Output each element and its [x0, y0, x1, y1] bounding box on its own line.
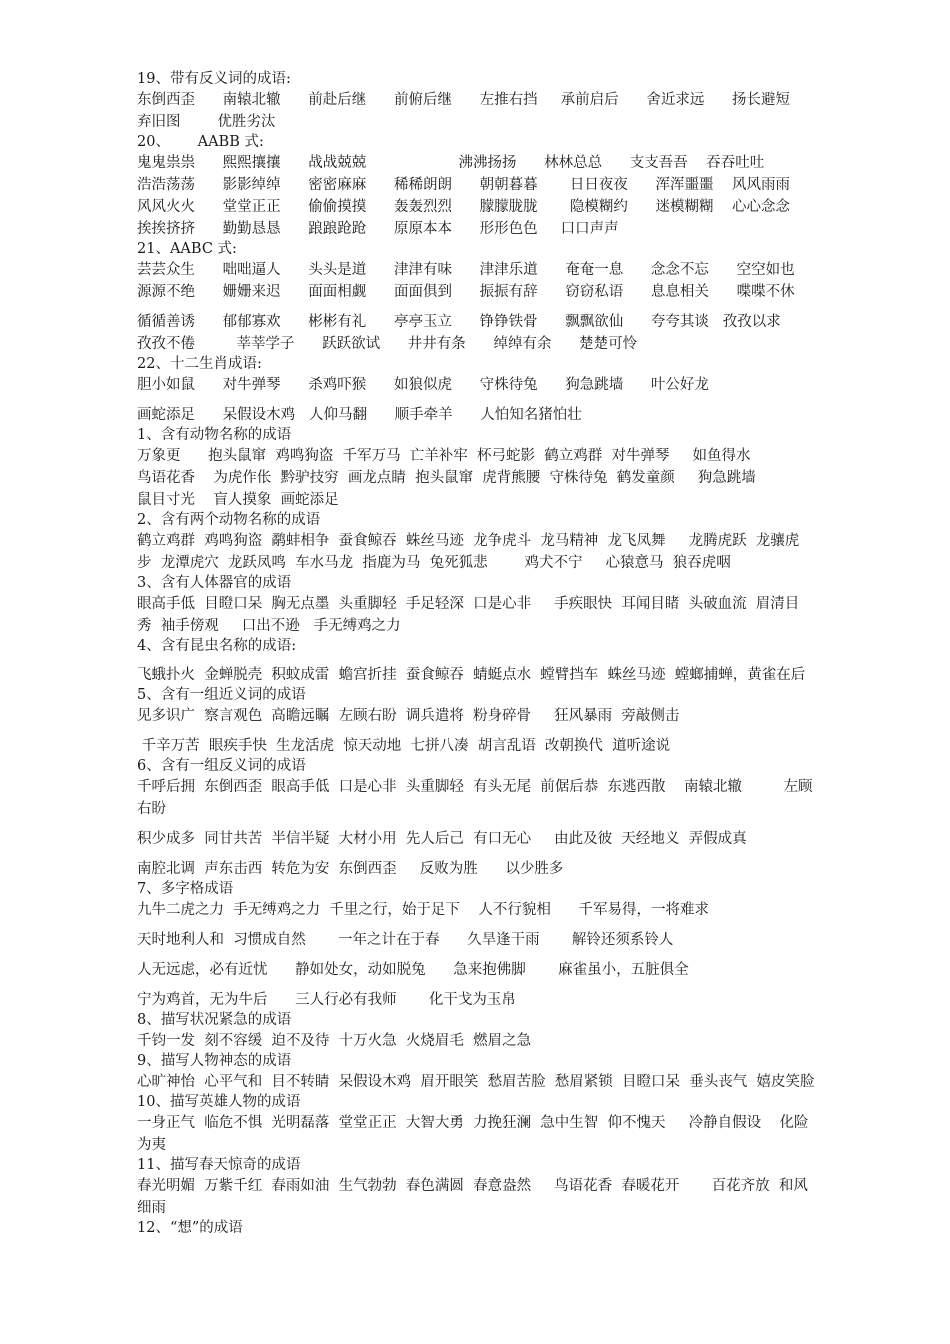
idiom-row: 鹤立鸡群 鸡鸣狗盗 鹬蚌相争 蚕食鲸吞 蛛丝马迹 龙争虎斗 龙马精神 龙飞凤舞 龙腾虎跃 龙骧虎 [137, 533, 800, 549]
section-heading: 21、AABC 式: [137, 241, 237, 257]
section-heading: 12、“想”的成语 [137, 1220, 243, 1236]
line-gap [137, 820, 907, 828]
section-heading: 22、十二生肖成语: [137, 356, 262, 372]
idiom-row: 心旷神怡 心平气和 目不转睛 呆假设木鸡 眉开眼笑 愁眉苦脸 愁眉紧锁 目瞪口呆 垂头丧气 嬉皮笑脸 [137, 1074, 815, 1090]
idiom-row: 细雨 [137, 1200, 166, 1216]
idiom-row: 鸟语花香 为虎作伥 黔驴技穷 画龙点睛 抱头鼠窜 虎背熊腰 守株待兔 鹤发童颜 狗急跳墙 [137, 470, 756, 486]
idiom-row: 万象更 抱头鼠窜 鸡鸣狗盗 千军万马 亡羊补牢 杯弓蛇影 鹤立鸡群 对牛弹琴 如鱼得水 [137, 448, 751, 464]
idiom-row: 胆小如鼠 对牛弹琴 杀鸡吓猴 如狼似虎 守株待兔 狗急跳墙 叶公好龙 [137, 377, 709, 393]
idiom-row: 孜孜不倦 莘莘学子 跃跃欲试 井井有条 绰绰有余 楚楚可怜 [137, 336, 638, 352]
section-heading: 8、描写状况紧急的成语 [137, 1012, 292, 1028]
section-heading: 20、 AABB 式: [137, 134, 264, 150]
idiom-row: 浩浩荡荡 影影绰绰 密密麻麻 稀稀朗朗 朝朝暮暮 日日夜夜 浑浑噩噩 风风雨雨 [137, 177, 790, 193]
idiom-row: 右盼 [137, 801, 166, 817]
idiom-row: 步 龙潭虎穴 龙跃凤鸣 车水马龙 指鹿为马 兔死狐悲 鸡犬不宁 心猿意马 狼吞虎咽 [137, 555, 731, 571]
idiom-row: 源源不绝 姗姗来迟 面面相觑 面面俱到 振振有辞 窃窃私语 息息相关 喋喋不休 [137, 284, 795, 300]
idiom-row: 九牛二虎之力 手无缚鸡之力 千里之行，始于足下 人不行貌相 千军易得，一将难求 [137, 902, 710, 918]
idiom-row: 千辛万苦 眼疾手快 生龙活虎 惊天动地 七拼八凑 胡言乱语 改朝换代 道听途说 [137, 738, 671, 754]
section-heading: 3、含有人体器官的成语 [137, 575, 292, 591]
idiom-row: 见多识广 察言观色 高瞻远瞩 左顾右盼 调兵遣将 粉身碎骨 狂风暴雨 旁敲侧击 [137, 708, 680, 724]
line-gap [137, 303, 907, 311]
idiom-row: 为夷 [137, 1137, 166, 1153]
idiom-row: 飞蛾扑火 金蝉脱壳 积蚊成雷 蟾宫折挂 蚕食鲸吞 蜻蜓点水 螳臂挡车 蛛丝马迹 螳螂捕蝉，黄雀在后 [137, 667, 806, 683]
section-heading: 1、含有动物名称的成语 [137, 427, 292, 443]
line-gap [137, 981, 907, 989]
idiom-row: 春光明媚 万紫千红 春雨如油 生气勃勃 春色满圆 春意盎然 鸟语花香 春暖花开 百花齐放 和风 [137, 1178, 808, 1194]
idiom-row: 人无远虑，必有近忧 静如处女，动如脱兔 急来抱佛脚 麻雀虽小，五脏俱全 [137, 962, 689, 978]
idiom-row: 眼高手低 目瞪口呆 胸无点墨 头重脚轻 手足轻深 口是心非 手疾眼快 耳闻目睹 头破血流 眉清目 [137, 596, 800, 612]
idiom-row: 循循善诱 郁郁寡欢 彬彬有礼 亭亭玉立 铮铮铁骨 飘飘欲仙 夸夸其谈 孜孜以求 [137, 314, 781, 330]
line-gap [137, 656, 907, 664]
line-gap [137, 850, 907, 858]
idiom-row: 弃旧图 优胜劣汰 [137, 114, 276, 130]
section-heading: 19、带有反义词的成语: [137, 71, 291, 87]
section-heading: 4、含有昆虫名称的成语: [137, 638, 297, 654]
section-heading: 6、含有一组反义词的成语 [137, 758, 306, 774]
idiom-row: 东倒西歪 南辕北辙 前赴后继 前俯后继 左推右挡 承前启后 舍近求远 扬长避短 [137, 92, 790, 108]
line-gap [137, 396, 907, 404]
idiom-row: 鬼鬼祟祟 熙熙攘攘 战战兢兢 沸沸扬扬 林林总总 支支吾吾 吞吞吐吐 [137, 155, 765, 171]
idiom-row: 千呼后拥 东倒西歪 眼高手低 口是心非 头重脚轻 有头无尾 前倨后恭 东逃西散 南辕北辙 左顾 [137, 779, 813, 795]
line-gap [137, 727, 907, 735]
section-heading: 7、多字格成语 [137, 881, 234, 897]
section-heading: 9、描写人物神态的成语 [137, 1053, 292, 1069]
idiom-row: 画蛇添足 呆假设木鸡 人仰马翻 顺手牵羊 人怕知名猪怕壮 [137, 407, 582, 423]
idiom-row: 天时地利人和 习惯成自然 一年之计在于春 久旱逢干雨 解铃还须系铃人 [137, 932, 674, 948]
idiom-row: 风风火火 堂堂正正 偷偷摸摸 轰轰烈烈 朦朦胧胧 隐模糊约 迷模糊糊 心心念念 [137, 199, 790, 215]
idiom-row: 南腔北调 声东击西 转危为安 东倒西歪 反败为胜 以少胜多 [137, 861, 564, 877]
idiom-row: 千钧一发 刻不容缓 迫不及待 十万火急 火烧眉毛 燃眉之急 [137, 1033, 532, 1049]
line-gap [137, 951, 907, 959]
idiom-row: 宁为鸡首，无为牛后 三人行必有我师 化干戈为玉帛 [137, 992, 516, 1008]
section-heading: 11、描写春天惊奇的成语 [137, 1157, 301, 1173]
idiom-row: 挨挨挤挤 勤勤恳恳 踉踉跄跄 原原本本 形形色色 口口声声 [137, 221, 619, 237]
document-page [137, 70, 907, 1238]
idiom-row: 一身正气 临危不惧 光明磊落 堂堂正正 大智大勇 力挽狂澜 急中生智 仰不愧天 冷静自假设 化险 [137, 1115, 809, 1131]
idiom-row: 鼠目寸光 盲人摸象 画蛇添足 [137, 492, 339, 508]
idiom-row: 芸芸众生 咄咄逼人 头头是道 津津有味 津津乐道 奄奄一息 念念不忘 空空如也 [137, 262, 795, 278]
idiom-row: 秀 袖手傍观 口出不逊 手无缚鸡之力 [137, 618, 401, 634]
section-heading: 2、含有两个动物名称的成语 [137, 512, 321, 528]
line-gap [137, 921, 907, 929]
section-heading: 10、描写英雄人物的成语 [137, 1094, 301, 1110]
idiom-row: 积少成多 同甘共苦 半信半疑 大材小用 先人后己 有口无心 由此及彼 天经地义 弄假成真 [137, 831, 747, 847]
section-heading: 5、含有一组近义词的成语 [137, 687, 306, 703]
